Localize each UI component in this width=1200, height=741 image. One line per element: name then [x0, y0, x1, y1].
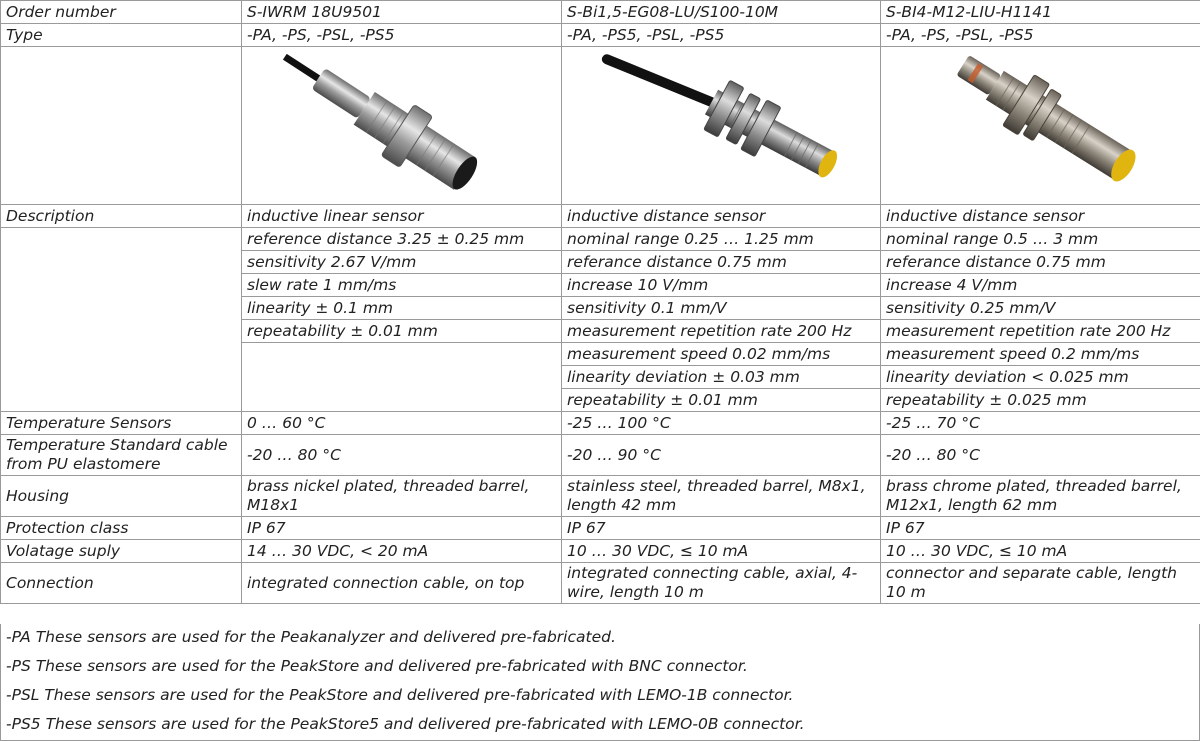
- description-2-1: nominal range 0.25 … 1.25 mm: [562, 228, 881, 251]
- description-2-2: referance distance 0.75 mm: [562, 251, 881, 274]
- temperature-sensors-3: -25 … 70 °C: [881, 412, 1200, 435]
- note-psl: -PSL These sensors are used for the PeakStore and delivered pre-fabricated with LEMO-1B connector.: [6, 686, 794, 704]
- temperature-cable-3: -20 … 80 °C: [881, 435, 1200, 476]
- label-housing: Housing: [1, 476, 242, 517]
- description-2-8: repeatability ± 0.01 mm: [562, 389, 881, 412]
- description-1-0: inductive linear sensor: [242, 205, 562, 228]
- note-pa: -PA These sensors are used for the Peakanalyzer and delivered pre-fabricated.: [6, 628, 616, 646]
- row-description-0: [1, 205, 1200, 228]
- sensor-2-image: [562, 47, 880, 204]
- temperature-cable-1: -20 … 80 °C: [242, 435, 562, 476]
- label-temperature-sensors: Temperature Sensors: [1, 412, 242, 435]
- description-2-7: linearity deviation ± 0.03 mm: [562, 366, 881, 389]
- row-protection: [1, 517, 1200, 540]
- housing-1: brass nickel plated, threaded barrel, M18x1: [242, 476, 562, 517]
- row-connection: [1, 563, 1200, 604]
- description-1-4: linearity ± 0.1 mm: [242, 297, 562, 320]
- label-voltage: Volatage suply: [1, 540, 242, 563]
- description-3-3: increase 4 V/mm: [881, 274, 1200, 297]
- connection-1: integrated connection cable, on top: [242, 563, 562, 604]
- description-2-4: sensitivity 0.1 mm/V: [562, 297, 881, 320]
- temperature-sensors-1: 0 … 60 °C: [242, 412, 562, 435]
- description-3-5: measurement repetition rate 200 Hz: [881, 320, 1200, 343]
- temperature-sensors-2: -25 … 100 °C: [562, 412, 881, 435]
- description-3-0: inductive distance sensor: [881, 205, 1200, 228]
- description-2-5: measurement repetition rate 200 Hz: [562, 320, 881, 343]
- note-ps: -PS These sensors are used for the PeakStore and delivered pre-fabricated with BNC connector.: [6, 657, 748, 675]
- type-2: -PA, -PS5, -PSL, -PS5: [562, 24, 881, 47]
- order-number-2: S-Bi1,5-EG08-LU/S100-10M: [562, 1, 881, 24]
- row-description-1: [1, 228, 1200, 251]
- row-order-number: [1, 1, 1200, 24]
- description-2-0: inductive distance sensor: [562, 205, 881, 228]
- sensor-image-2: [562, 47, 881, 205]
- description-1-5: repeatability ± 0.01 mm: [242, 320, 562, 343]
- description-2-3: increase 10 V/mm: [562, 274, 881, 297]
- row-temperature-sensors: [1, 412, 1200, 435]
- description-2-6: measurement speed 0.02 mm/ms: [562, 343, 881, 366]
- description-1-3: slew rate 1 mm/ms: [242, 274, 562, 297]
- housing-2: stainless steel, threaded barrel, M8x1, length 42 mm: [562, 476, 881, 517]
- protection-3: IP 67: [881, 517, 1200, 540]
- type-3: -PA, -PS, -PSL, -PS5: [881, 24, 1200, 47]
- description-3-4: sensitivity 0.25 mm/V: [881, 297, 1200, 320]
- footnotes: [0, 624, 1200, 741]
- note-ps5: -PS5 These sensors are used for the PeakStore5 and delivered pre-fabricated with LEMO-0B connector.: [6, 715, 805, 733]
- row-voltage: [1, 540, 1200, 563]
- order-number-1: S-IWRM 18U9501: [242, 1, 562, 24]
- voltage-3: 10 … 30 VDC, ≤ 10 mA: [881, 540, 1200, 563]
- protection-1: IP 67: [242, 517, 562, 540]
- label-connection: Connection: [1, 563, 242, 604]
- description-1-2: sensitivity 2.67 V/mm: [242, 251, 562, 274]
- label-order-number: Order number: [1, 1, 242, 24]
- sensor-image-3: [881, 47, 1200, 205]
- protection-2: IP 67: [562, 517, 881, 540]
- label-protection: Protection class: [1, 517, 242, 540]
- row-housing: [1, 476, 1200, 517]
- description-3-7: linearity deviation < 0.025 mm: [881, 366, 1200, 389]
- description-1-1: reference distance 3.25 ± 0.25 mm: [242, 228, 562, 251]
- connection-3: connector and separate cable, length 10 m: [881, 563, 1200, 604]
- housing-3: brass chrome plated, threaded barrel, M12x1, length 62 mm: [881, 476, 1200, 517]
- sensor-1-image: [242, 47, 561, 204]
- sensor-3-image: [881, 47, 1200, 204]
- voltage-1: 14 … 30 VDC, < 20 mA: [242, 540, 562, 563]
- description-label-blank: [1, 228, 242, 412]
- row-images: [1, 47, 1200, 205]
- row-type: [1, 24, 1200, 47]
- connection-2: integrated connecting cable, axial, 4-wire, length 10 m: [562, 563, 881, 604]
- type-1: -PA, -PS, -PSL, -PS5: [242, 24, 562, 47]
- description-3-1: nominal range 0.5 … 3 mm: [881, 228, 1200, 251]
- description-3-8: repeatability ± 0.025 mm: [881, 389, 1200, 412]
- description-3-6: measurement speed 0.2 mm/ms: [881, 343, 1200, 366]
- image-label-blank: [1, 47, 242, 205]
- voltage-2: 10 … 30 VDC, ≤ 10 mA: [562, 540, 881, 563]
- label-type: Type: [1, 24, 242, 47]
- sensor-image-1: [242, 47, 562, 205]
- description-3-2: referance distance 0.75 mm: [881, 251, 1200, 274]
- order-number-3: S-BI4-M12-LIU-H1141: [881, 1, 1200, 24]
- label-description: Description: [1, 205, 242, 228]
- row-temperature-cable: [1, 435, 1200, 476]
- temperature-cable-2: -20 … 90 °C: [562, 435, 881, 476]
- description-1-blank: [242, 343, 562, 412]
- label-temperature-cable: Temperature Standard cable from PU elastomere: [1, 435, 242, 476]
